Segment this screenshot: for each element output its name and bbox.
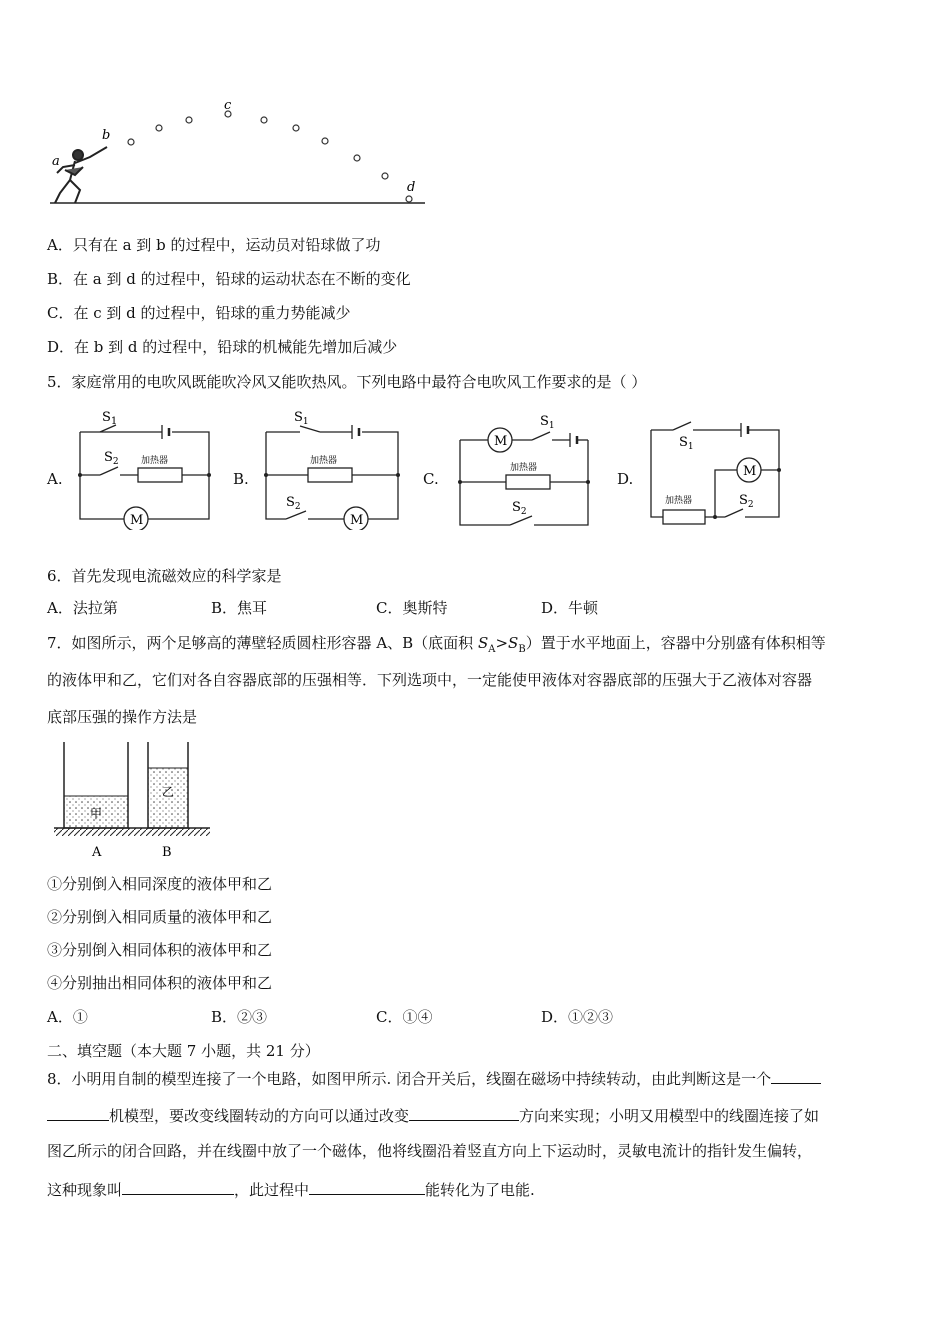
q4-option-a: A．只有在 a 到 b 的过程中，运动员对铅球做了功	[47, 236, 381, 254]
containers-figure	[50, 740, 215, 865]
circuit-c-s1: $S_1$	[540, 414, 555, 431]
circuit-c-heater-label: 加热器	[510, 463, 538, 473]
circuit-a-s1: $S_1$	[102, 410, 118, 427]
q4-option-d: D．在 b 到 d 的过程中，铅球的机械能先增加后减少	[47, 338, 398, 356]
q6-option-c: C．奥斯特	[376, 599, 448, 617]
liquid-jia-label: 甲	[90, 807, 103, 821]
circuit-d-s1: $S_1$	[679, 435, 694, 452]
circuit-c-s2: $S_2$	[512, 500, 527, 517]
q7-statement-4: ④分别抽出相同体积的液体甲和乙	[47, 974, 273, 992]
circuit-c	[450, 410, 600, 535]
circuit-d-s2: $S_2$	[739, 493, 754, 510]
q7-statement-3: ③分别倒入相同体积的液体甲和乙	[47, 941, 273, 959]
liquid-yi-label: 乙	[162, 785, 175, 799]
q6-option-d: D．牛顿	[541, 599, 599, 617]
q5-option-b-letter: B.	[233, 470, 249, 488]
q8-blank-2[interactable]	[409, 1104, 519, 1121]
q5-option-c-letter: C.	[423, 470, 439, 488]
circuit-d	[643, 412, 788, 532]
container-a-label: A	[92, 845, 102, 860]
q6-option-a: A．法拉第	[47, 599, 118, 617]
q7-option-c: C．①④	[376, 1008, 433, 1026]
circuit-a	[72, 405, 217, 530]
circuit-d-motor: M	[743, 464, 757, 479]
q8-line4: 这种现象叫 ，此过程中 能转化为了电能.	[47, 1178, 535, 1200]
circuit-b-s1: $S_1$	[294, 410, 309, 427]
q4-option-c: C．在 c 到 d 的过程中，铅球的重力势能减少	[47, 304, 351, 322]
q8-line1: 8．小明用自制的模型连接了一个电路，如图甲所示. 闭合开关后，线圈在磁场中持续转动，由此判断这是一个	[47, 1067, 821, 1089]
q7-option-a: A．①	[47, 1008, 88, 1026]
point-label-d: d	[407, 180, 416, 195]
q7-option-b: B．②③	[211, 1008, 268, 1026]
circuit-a-heater-label: 加热器	[141, 456, 169, 466]
trajectory-balls	[128, 111, 412, 202]
section-2-heading: 二、填空题（本大题 7 小题，共 21 分）	[47, 1042, 320, 1060]
circuit-d-heater-label: 加热器	[665, 496, 693, 506]
athlete-figure	[55, 147, 107, 203]
q7-statement-1: ①分别倒入相同深度的液体甲和乙	[47, 875, 273, 893]
q7-stem-line2: 的液体甲和乙，它们对各自容器底部的压强相等．下列选项中，一定能使甲液体对容器底部的压强大于乙液体对容器	[47, 671, 813, 689]
circuit-a-motor: M	[130, 513, 144, 528]
circuit-b-s2: $S_2$	[286, 495, 301, 512]
q8-blank-1a[interactable]	[771, 1067, 821, 1084]
q8-blank-1b[interactable]	[47, 1104, 109, 1121]
point-label-b: b	[102, 128, 111, 143]
q7-statement-2: ②分别倒入相同质量的液体甲和乙	[47, 908, 273, 926]
q8-line3: 图乙所示的闭合回路，并在线圈中放了一个磁体，他将线圈沿着竖直方向上下运动时，灵敏电流计的指针发生偏转，	[47, 1142, 813, 1160]
q5-option-a-letter: A.	[47, 470, 63, 488]
point-label-c: c	[224, 98, 232, 113]
shot-put-figure	[45, 95, 435, 210]
circuit-a-s2: $S_2$	[104, 450, 119, 467]
circuit-c-motor: M	[494, 434, 508, 449]
q5-option-d-letter: D.	[617, 470, 634, 488]
q8-blank-3[interactable]	[122, 1178, 234, 1195]
q4-option-b: B．在 a 到 d 的过程中，铅球的运动状态在不断的变化	[47, 270, 411, 288]
circuit-b-heater-label: 加热器	[310, 456, 338, 466]
q7-stem-line3: 底部压强的操作方法是	[47, 708, 198, 726]
circuit-b	[258, 405, 408, 530]
container-b-label: B	[162, 845, 172, 860]
q6-stem: 6．首先发现电流磁效应的科学家是	[47, 567, 282, 585]
q5-stem: 5．家庭常用的电吹风既能吹冷风又能吹热风。下列电路中最符合电吹风工作要求的是（ ）	[47, 373, 647, 391]
q7-stem-line1: 7．如图所示，两个足够高的薄壁轻质圆柱形容器 A、B（底面积 $S_A>S_B$）置于水平地面上，容器中分别盛有体积相等	[47, 634, 826, 655]
q8-line2: 机模型，要改变线圈转动的方向可以通过改变 方向来实现；小明又用模型中的线圈连接了如	[47, 1104, 819, 1126]
point-label-a: a	[52, 154, 60, 169]
circuit-b-motor: M	[350, 513, 364, 528]
q6-option-b: B．焦耳	[211, 599, 268, 617]
q7-option-d: D．①②③	[541, 1008, 614, 1026]
q8-blank-4[interactable]	[309, 1178, 425, 1195]
